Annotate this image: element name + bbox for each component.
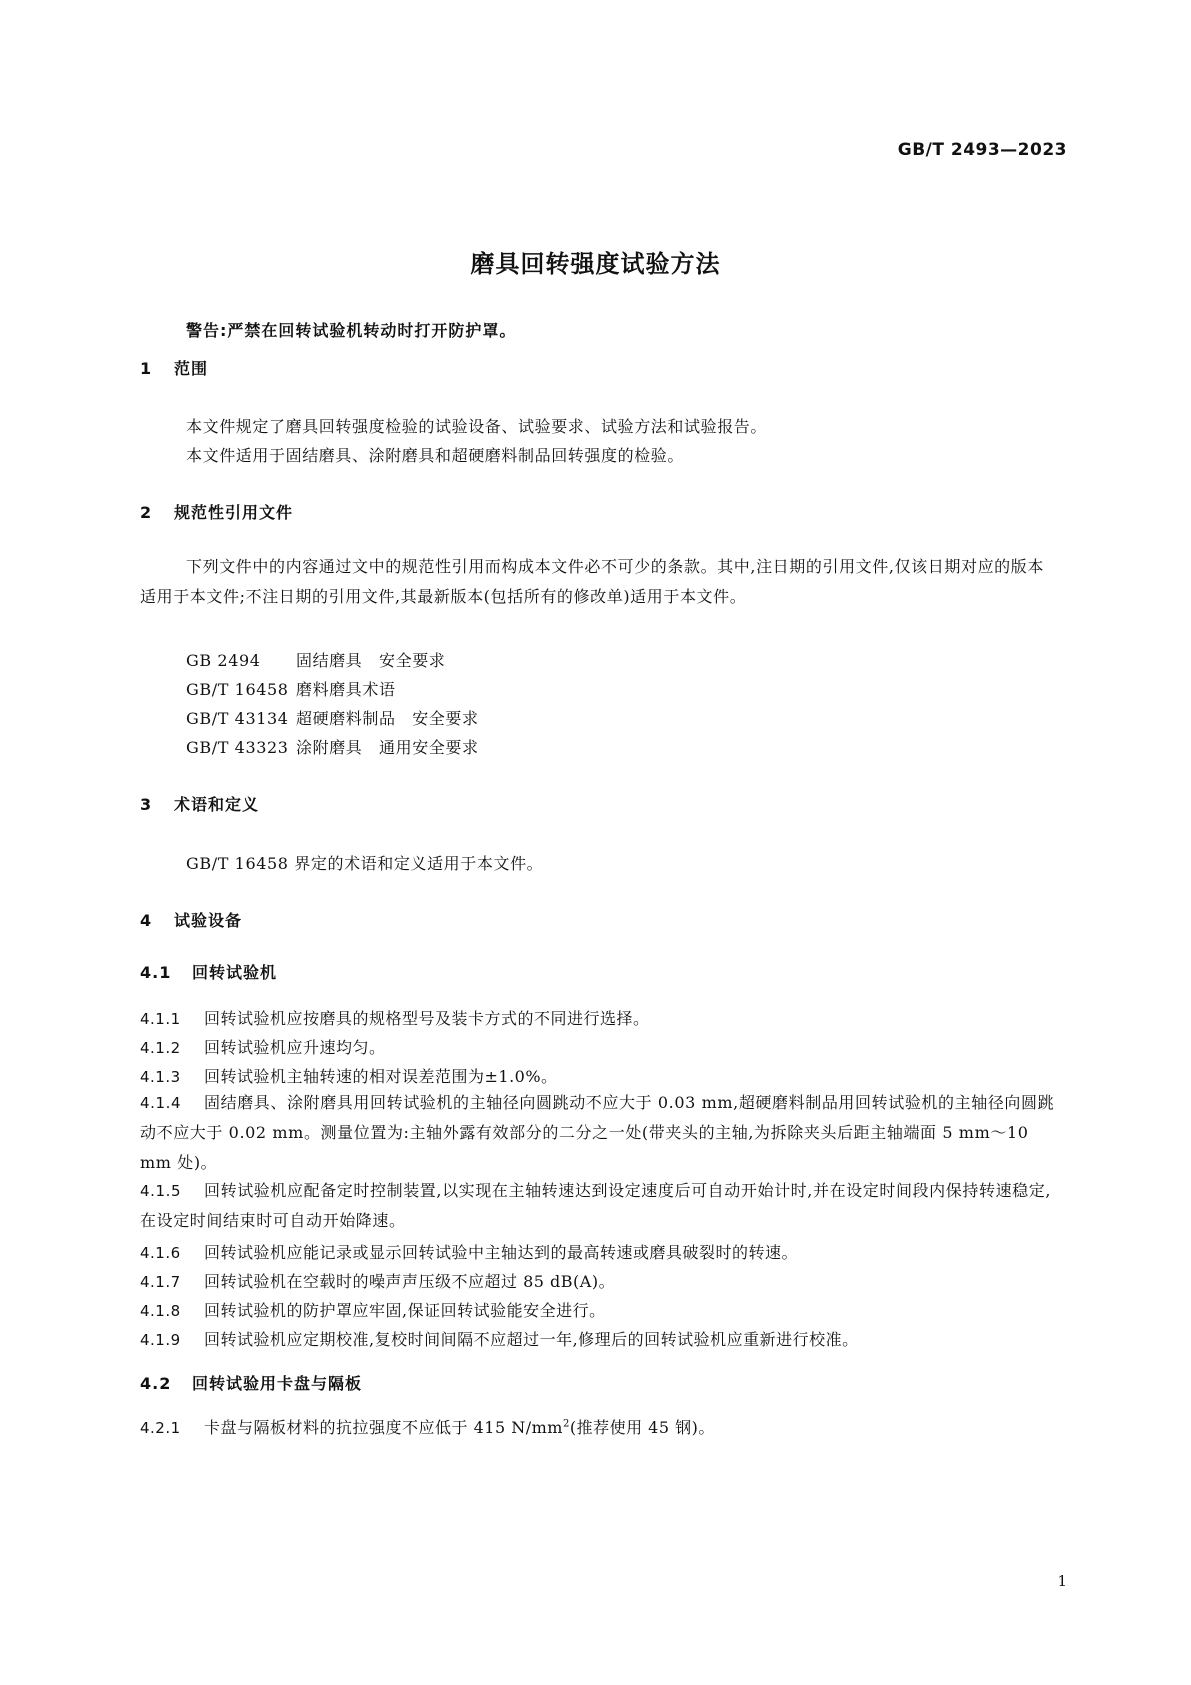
section-1-heading — [140, 356, 208, 379]
page-number: 1 — [1057, 1572, 1067, 1590]
subsection-number: 4.1 — [140, 963, 172, 982]
clause-4-1-5: 4.1.5 回转试验机应配备定时控制装置,以实现在主轴转速达到设定速度后可自动开始计时,并在设定时间段内保持转速稳定,在设定时间结束时可自动开始降速。 — [140, 1181, 1052, 1230]
subsection-4-2-heading — [140, 1371, 362, 1394]
subsection-number: 4.2 — [140, 1374, 172, 1393]
section-number: 4 — [140, 911, 153, 930]
scope-paragraph-1: 本文件规定了磨具回转强度检验的试验设备、试验要求、试验方法和试验报告。 — [186, 417, 768, 436]
clause-4-1-9: 4.1.9 回转试验机应定期校准,复校时间间隔不应超过一年,修理后的回转试验机应重新进行校准。 — [140, 1330, 859, 1349]
section-number: 3 — [140, 795, 153, 814]
reference-code: GB/T 16458 — [186, 680, 289, 699]
warning-notice: 警告:严禁在回转试验机转动时打开防护罩。 — [186, 321, 517, 340]
reference-item — [186, 735, 479, 758]
subsection-title: 回转试验机 — [192, 963, 278, 982]
section-title: 术语和定义 — [174, 795, 260, 814]
section-title: 试验设备 — [174, 911, 243, 930]
section-title: 规范性引用文件 — [174, 503, 294, 522]
document-title: 磨具回转强度试验方法 — [470, 250, 721, 278]
section-number: 1 — [140, 359, 153, 378]
reference-item — [186, 706, 479, 729]
section-3-heading — [140, 792, 259, 815]
clause-4-1-4: 4.1.4 固结磨具、涂附磨具用回转试验机的主轴径向圆跳动不应大于 0.03 mm,超硬磨料制品用回转试验机的主轴径向圆跳动不应大于 0.02 mm。测量位置为:主轴外露有效部分的二分之一处(带夹头的主轴,为拆除夹头后距主轴端面 5 mm～10 mm 处)。 — [140, 1093, 1055, 1172]
subsection-title: 回转试验用卡盘与隔板 — [192, 1374, 363, 1393]
clause-4-1-3: 4.1.3 回转试验机主轴转速的相对误差范围为±1.0%。 — [140, 1067, 558, 1086]
superscript: 2 — [562, 1418, 570, 1430]
clause-4-1-7: 4.1.7 回转试验机在空载时的噪声声压级不应超过 85 dB(A)。 — [140, 1272, 616, 1291]
reference-title: 涂附磨具 通用安全要求 — [296, 738, 479, 757]
clause-4-1-6: 4.1.6 回转试验机应能记录或显示回转试验中主轴达到的最高转速或磨具破裂时的转速。 — [140, 1243, 799, 1262]
standard-number: GB/T 2493—2023 — [897, 140, 1067, 160]
reference-item — [186, 677, 396, 700]
clause-4-2-1: 4.2.1 卡盘与隔板材料的抗拉强度不应低于 415 $N/mm^2$(推荐使用 45 钢)。 — [140, 1418, 715, 1437]
reference-code: GB 2494 — [186, 651, 261, 670]
clause-4-1-8: 4.1.8 回转试验机的防护罩应牢固,保证回转试验能安全进行。 — [140, 1301, 606, 1320]
reference-code: GB/T 43134 — [186, 709, 289, 728]
reference-title: 磨料磨具术语 — [296, 680, 396, 699]
clause-4-1-2: 4.1.2 回转试验机应升速均匀。 — [140, 1038, 386, 1057]
clause-4-1-1: 4.1.1 回转试验机应按磨具的规格型号及装卡方式的不同进行选择。 — [140, 1009, 650, 1028]
reference-item — [186, 648, 445, 671]
subsection-4-1-heading — [140, 960, 277, 983]
reference-title: 超硬磨料制品 安全要求 — [296, 709, 479, 728]
section-4-heading — [140, 908, 242, 931]
reference-code: GB/T 43323 — [186, 738, 289, 757]
references-intro: 下列文件中的内容通过文中的规范性引用而构成本文件必不可少的条款。其中,注日期的引用文件,仅该日期对应的版本适用于本文件;不注日期的引用文件,其最新版本(包括所有的修改单)适用于本文件。 — [140, 557, 1044, 606]
terms-paragraph: GB/T 16458 界定的术语和定义适用于本文件。 — [186, 854, 544, 873]
section-number: 2 — [140, 503, 153, 522]
section-title: 范围 — [174, 359, 209, 378]
reference-title: 固结磨具 安全要求 — [296, 651, 446, 670]
scope-paragraph-2: 本文件适用于固结磨具、涂附磨具和超硬磨料制品回转强度的检验。 — [186, 446, 685, 465]
section-2-heading — [140, 500, 293, 523]
